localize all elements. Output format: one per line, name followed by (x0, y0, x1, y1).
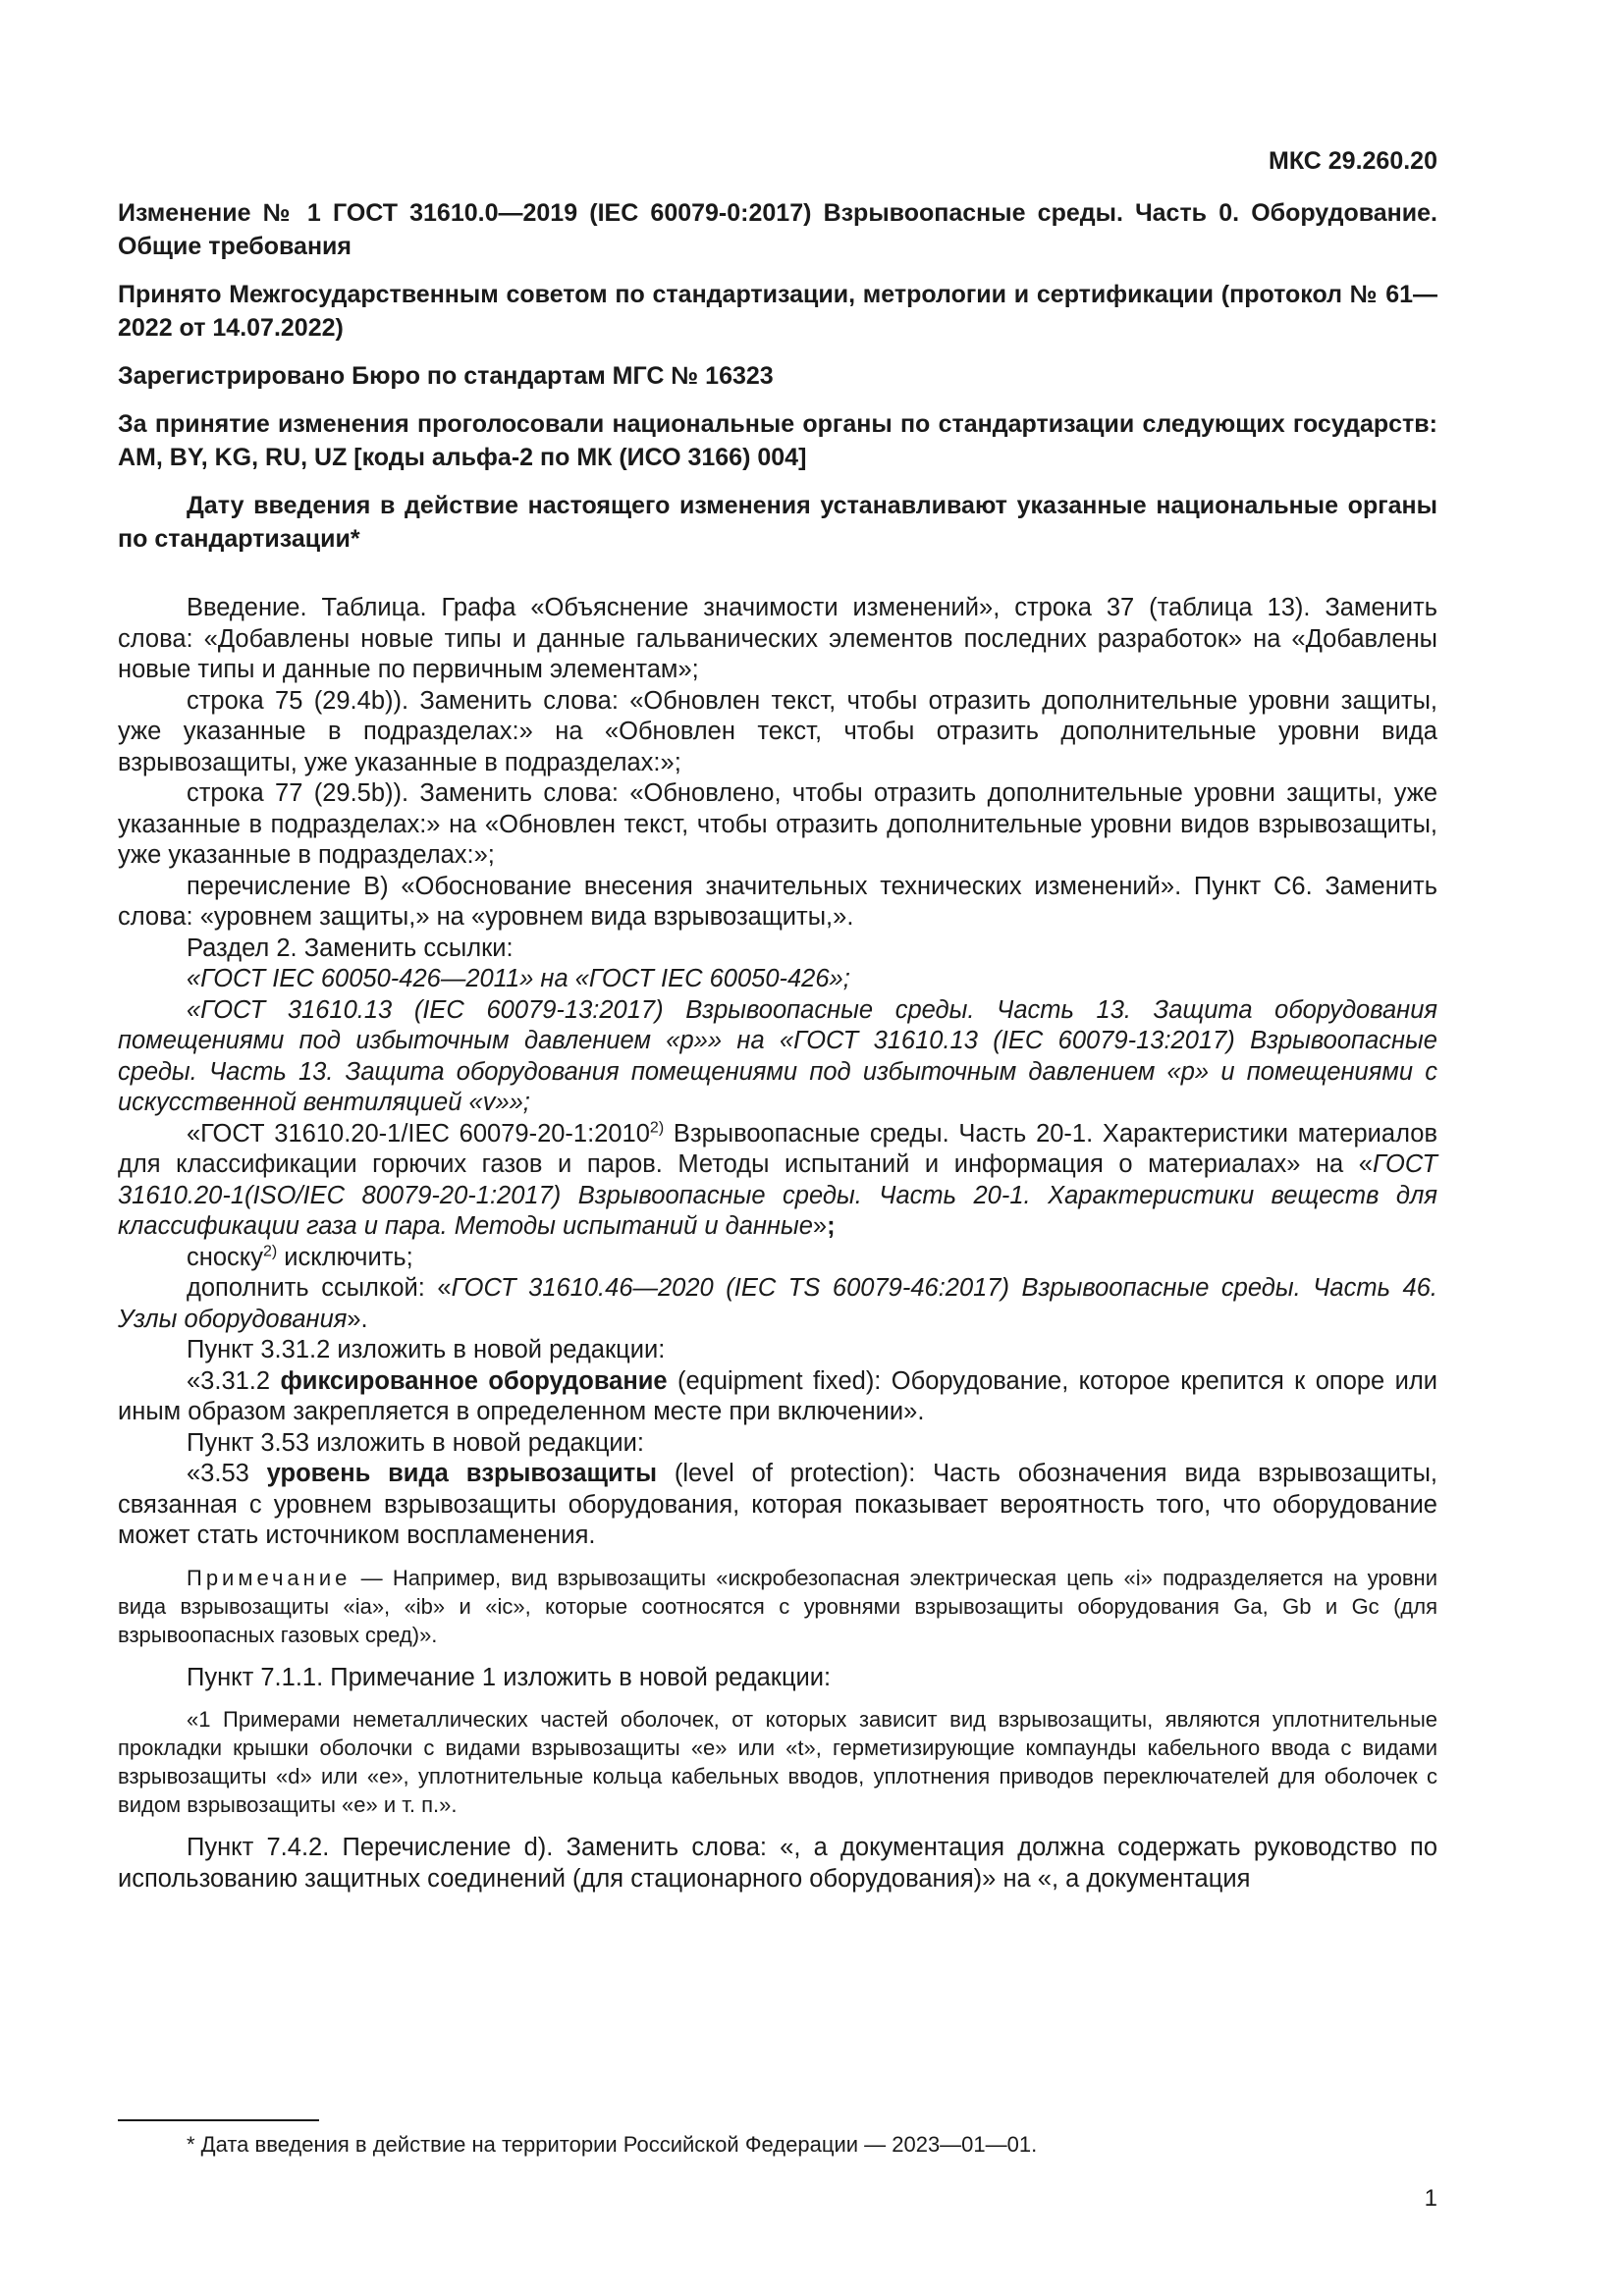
text-span: ГОСТ 31610.46—2020 (IEC TS 60079-46:2017) Взрывоопасные среды. Часть 46. Узлы оборудования (118, 1274, 1437, 1333)
paragraph: Пункт 7.4.2. Перечисление d). Заменить слова: «, а документация должна содержать руководство по использованию защитных соединений (для стационарного оборудования)» на «, а документация (118, 1834, 1437, 1893)
text-span: «ГОСТ 31610.20-1/IEC 60079-20-1:2010 (187, 1119, 650, 1148)
footnote-ref: 2) (262, 1243, 278, 1259)
footnote: * Дата введения в действие на территории Российской Федерации — 2023—01—01. (187, 2132, 1038, 2157)
paragraph (118, 1459, 1437, 1552)
footnote-ref: 2) (649, 1119, 665, 1136)
text-span: дополнить ссылкой: « (187, 1274, 452, 1302)
paragraph (118, 1366, 1437, 1428)
text-span: «3.53 (187, 1460, 267, 1487)
paragraph (118, 1119, 1437, 1243)
paragraph: Пункт 3.53 изложить в новой редакции: (187, 1428, 645, 1457)
paragraph: Введение. Таблица. Графа «Объяснение значимости изменений», строка 37 (таблица 13). Заменить слова: «Добавлены новые типы и данные гальванических элементов последних разработок» на «Добавлены новые типы и данные по первичным элементам»; (118, 594, 1437, 683)
text-span: ; (827, 1212, 836, 1240)
paragraph (118, 964, 1437, 995)
text-span: (level of protection): Часть обозначения вида взрывозащиты, связанная с уровнем взрывозащиты оборудования, которая показывает вероятность того, что оборудование может стать источником воспламенения. (118, 1460, 1437, 1549)
text-span: ». (347, 1305, 368, 1333)
amendment-title: Изменение № 1 ГОСТ 31610.0—2019 (IEC 60079-0:2017) Взрывоопасные среды. Часть 0. Оборудование. Общие требования (118, 199, 1437, 260)
note-label: Примечание (187, 1565, 352, 1590)
mks-code: МКС 29.260.20 (1269, 147, 1437, 175)
paragraph: «ГОСТ 31610.13 (IEC 60079-13:2017) Взрывоопасные среды. Часть 13. Защита оборудования помещениями под избыточным давлением «р»» на «ГОСТ 31610.13 (IEC 60079-13:2017) Взрывоопасные среды. Часть 13. Защита оборудования помещениями под избыточным давлением «р» и помещениями с искусственной вентиляцией «v»»; (118, 995, 1437, 1116)
note-text: — Например, вид взрывозащиты «искробезопасная электрическая цепь «i» подразделяется на уровни вида взрывозащиты «ia», «ib» и «ic», которые соотносятся с уровнями взрывозащиты оборудования Ga, Gb и Gc (для взрывоопасных газовых сред)». (118, 1565, 1437, 1647)
adopted-statement: Принято Межгосударственным советом по стандартизации, метрологии и сертификации (протокол № 61—2022 от 14.07.2022) (118, 281, 1437, 342)
term: уровень вида взрывозащиты (266, 1460, 657, 1487)
paragraph: Пункт 3.31.2 изложить в новой редакции: (187, 1336, 666, 1363)
term: фиксированное оборудование (280, 1366, 668, 1395)
text-span: Взрывоопасные среды. Часть 20-1. Характеристики материалов для классификации горючих газов и паров. Методы испытаний и информация о материалах» на « (118, 1119, 1437, 1178)
paragraph: перечисление B) «Обоснование внесения значительных технических изменений». Пункт C6. Заменить слова: «уровнем защиты,» на «уровнем вида взрывозащиты,». (118, 872, 1437, 931)
paragraph (118, 1243, 1437, 1274)
text-span: IEC 60050-426—2011» на «ГОСТ IEC 60050-426»; (272, 965, 850, 992)
text-span: сноску (187, 1243, 263, 1271)
effective-date-statement: Дату введения в действие настоящего изменения устанавливают указанные национальные органы по стандартизации* (118, 492, 1437, 553)
paragraph (118, 1273, 1437, 1335)
paragraph: Раздел 2. Заменить ссылки: (187, 934, 514, 962)
text-span: «3.31.2 (187, 1366, 281, 1395)
paragraph: строка 77 (29.5b)). Заменить слова: «Обновлено, чтобы отразить дополнительные уровни защиты, уже указанные в подразделах:» на «Обновлен текст, чтобы отразить дополнительные уровни видов взрывозащиты, уже указанные в подразделах:»; (118, 779, 1437, 869)
note: «1 Примерами неметаллических частей оболочек, от которых зависит вид взрывозащиты, являются уплотнительные прокладки крышки оболочки с видами взрывозащиты «е» или «t», герметизирующие компаунды кабельного ввода с видами взрывозащиты «d» или «е», уплотнительные кольца кабельных вводов, уплотнения приводов переключателей для оболочек с видом взрывозащиты «е» и т. п.». (118, 1707, 1437, 1817)
note (118, 1564, 1437, 1649)
text-span: исключить; (277, 1243, 413, 1271)
body-text (118, 593, 1437, 1895)
registered-statement: Зарегистрировано Бюро по стандартам МГС № 16323 (118, 362, 774, 390)
paragraph: Пункт 7.1.1. Примечание 1 изложить в новой редакции: (187, 1663, 832, 1691)
text-span: «ГОСТ (187, 965, 273, 992)
text-span: (equipment fixed): Оборудование, которое крепится к опоре или иным образом закрепляется в определенном месте при включении». (118, 1366, 1437, 1425)
paragraph: строка 75 (29.4b)). Заменить слова: «Обновлен текст, чтобы отразить дополнительные уровни защиты, уже указанные в подразделах:» на «Обновлен текст, чтобы отразить дополнительные уровни вида взрывозащиты, уже указанные в подразделах:»; (118, 686, 1437, 776)
text-span: » (812, 1212, 828, 1240)
voted-statement: За принятие изменения проголосовали национальные органы по стандартизации следующих государств: AM, BY, KG, RU, UZ [коды альфа-2 по МК (ИСО 3166) 004] (118, 410, 1437, 471)
page-number: 1 (1424, 2185, 1437, 2212)
text-span: ГОСТ 31610.20-1(ISO/IEC 80079-20-1:2017) Взрывоопасные среды. Часть 20-1. Характеристики веществ для классификации газа и пара. Методы испытаний и данные (118, 1150, 1437, 1240)
footnote-divider (118, 2119, 319, 2121)
